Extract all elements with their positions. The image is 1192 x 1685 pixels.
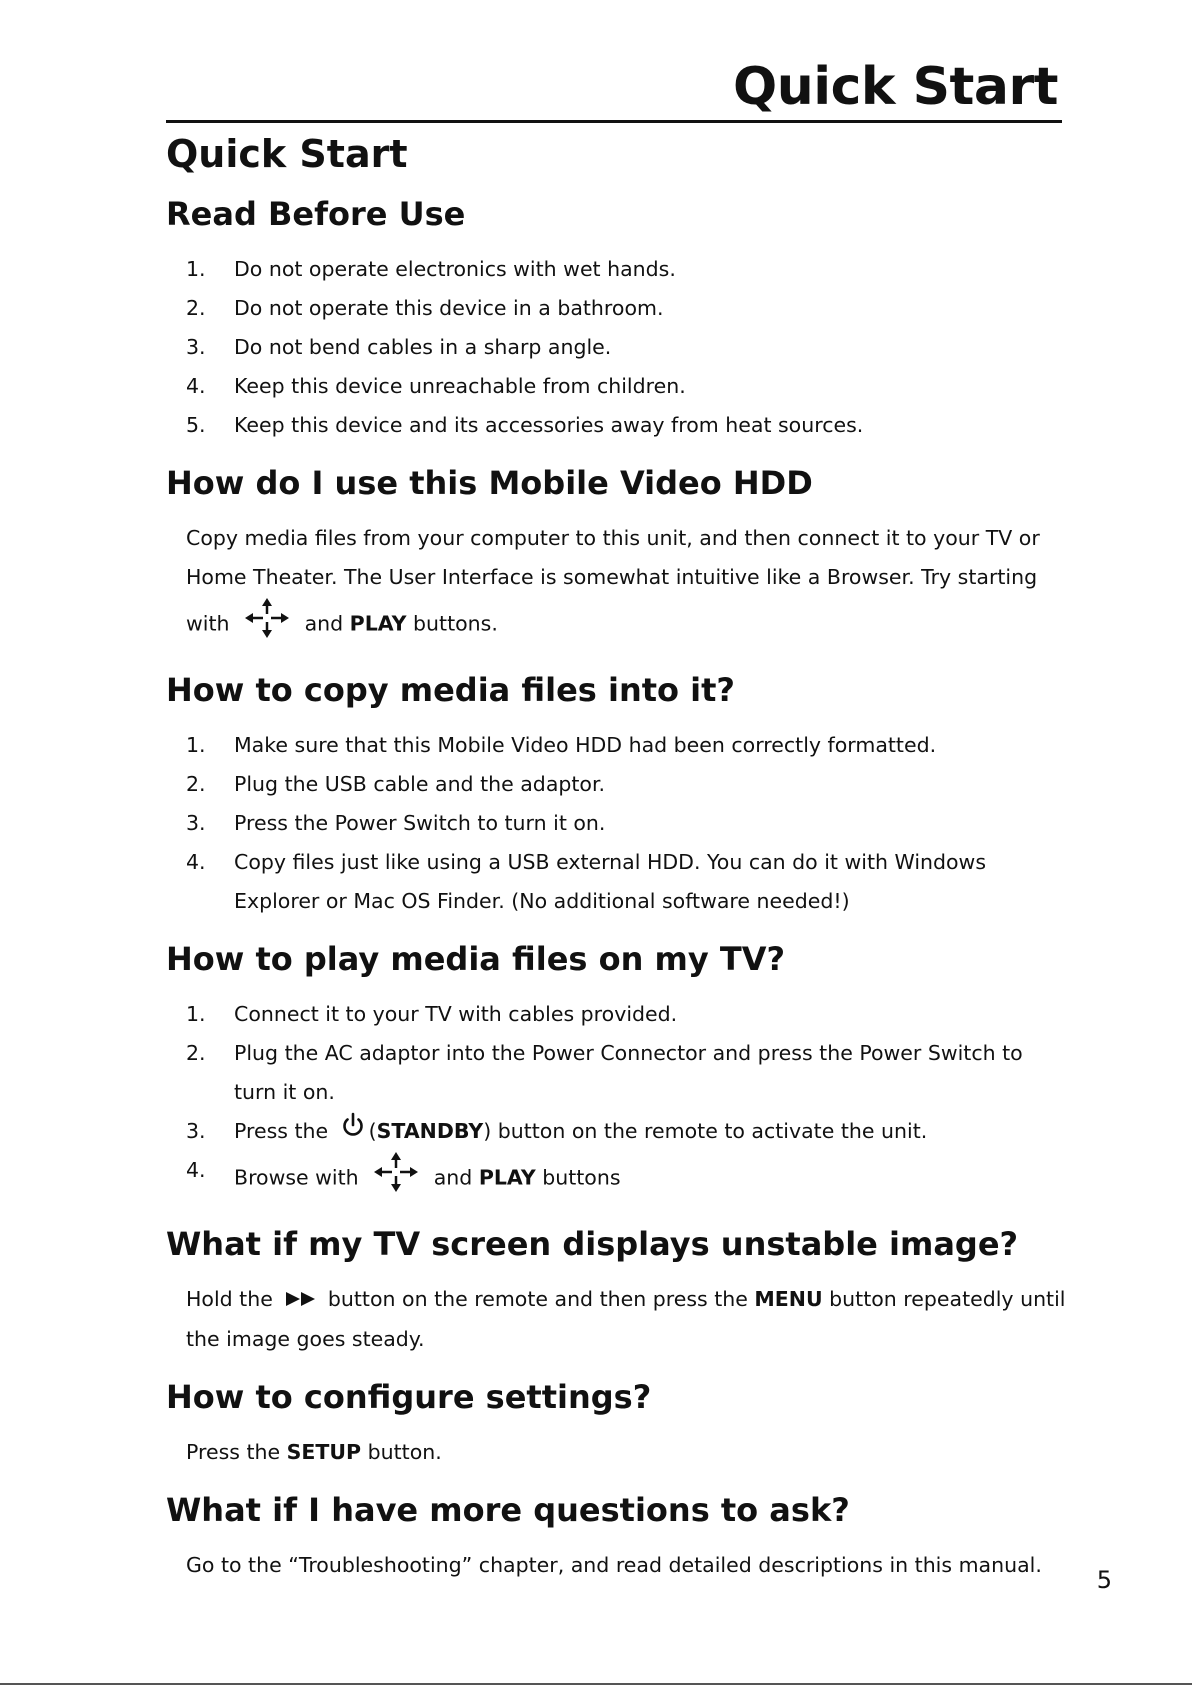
configure-text: button. bbox=[367, 1439, 442, 1464]
navigation-arrows-icon bbox=[373, 1151, 419, 1206]
configure-heading: How to configure settings? bbox=[166, 1377, 652, 1416]
list-text: Plug the AC adaptor into the Power Connector and press the Power Switch to turn it on. bbox=[234, 1040, 1023, 1104]
list-number: 1. bbox=[186, 256, 206, 281]
list-text: Plug the USB cable and the adaptor. bbox=[234, 771, 606, 796]
list-item bbox=[166, 367, 1066, 406]
list-text: Keep this device unreachable from children. bbox=[234, 373, 686, 398]
list-text: Keep this device and its accessories away from heat sources. bbox=[234, 412, 864, 437]
list-item bbox=[166, 250, 1066, 289]
list-text: ) button on the remote to activate the unit. bbox=[483, 1118, 928, 1143]
list-text: Do not operate electronics with wet hands. bbox=[234, 256, 676, 281]
fast-forward-icon bbox=[285, 1281, 317, 1320]
list-number: 1. bbox=[186, 732, 206, 757]
list-item bbox=[166, 843, 1066, 921]
list-text: Press the bbox=[234, 1118, 329, 1143]
how-to-use-text: Copy media files from your computer to this unit, and then connect it to your TV or Home Theater. The User Interface is somewhat intuitive like a Browser. Try starting with bbox=[186, 525, 1040, 636]
play-button-label: PLAY bbox=[349, 611, 407, 636]
unstable-image-text: button repeatedly until the image goes steady. bbox=[186, 1287, 1066, 1351]
list-item bbox=[166, 765, 1066, 804]
list-text: Press the Power Switch to turn it on. bbox=[234, 810, 606, 835]
list-number: 3. bbox=[186, 334, 206, 359]
list-text: Connect it to your TV with cables provided. bbox=[234, 1001, 678, 1026]
list-item bbox=[166, 995, 1066, 1034]
more-questions-heading: What if I have more questions to ask? bbox=[166, 1490, 850, 1529]
navigation-arrows-icon bbox=[244, 597, 290, 652]
list-item bbox=[166, 328, 1066, 367]
unstable-image-heading: What if my TV screen displays unstable image? bbox=[166, 1225, 1019, 1264]
list-item bbox=[166, 726, 1066, 765]
configure-paragraph bbox=[186, 1433, 1066, 1472]
more-questions-paragraph: Go to the “Troubleshooting” chapter, and read detailed descriptions in this manual. bbox=[186, 1552, 1042, 1577]
list-text: and bbox=[433, 1165, 473, 1190]
menu-button-label: MENU bbox=[754, 1287, 823, 1312]
read-before-use-heading: Read Before Use bbox=[166, 194, 466, 233]
list-number: 2. bbox=[186, 1040, 206, 1065]
list-number: 4. bbox=[186, 373, 206, 398]
list-number: 1. bbox=[186, 1001, 206, 1026]
page-header-title: Quick Start bbox=[733, 57, 1058, 117]
page-number: 5 bbox=[1096, 1566, 1112, 1594]
how-to-copy-list bbox=[166, 726, 1066, 921]
list-number: 4. bbox=[186, 849, 206, 874]
play-button-label: PLAY bbox=[478, 1165, 536, 1190]
header-rule bbox=[166, 120, 1062, 123]
how-to-use-buttons-text: buttons. bbox=[413, 611, 498, 636]
section-title: Quick Start bbox=[166, 132, 408, 176]
list-number: 2. bbox=[186, 295, 206, 320]
list-number: 2. bbox=[186, 771, 206, 796]
list-text: Do not bend cables in a sharp angle. bbox=[234, 334, 612, 359]
how-to-copy-heading: How to copy media files into it? bbox=[166, 670, 735, 709]
how-to-play-list bbox=[166, 995, 1066, 1207]
unstable-image-paragraph bbox=[186, 1280, 1066, 1359]
list-item bbox=[166, 804, 1066, 843]
list-item bbox=[166, 406, 1066, 445]
list-item bbox=[166, 1034, 1066, 1112]
list-text: Do not operate this device in a bathroom. bbox=[234, 295, 664, 320]
list-number: 5. bbox=[186, 412, 206, 437]
list-text: buttons bbox=[542, 1165, 621, 1190]
list-number: 3. bbox=[186, 810, 206, 835]
how-to-use-heading: How do I use this Mobile Video HDD bbox=[166, 463, 813, 502]
list-number: 4. bbox=[186, 1158, 206, 1183]
how-to-play-heading: How to play media files on my TV? bbox=[166, 939, 786, 978]
standby-button-label: STANDBY bbox=[376, 1118, 484, 1143]
list-number: 3. bbox=[186, 1118, 206, 1143]
unstable-image-text: button on the remote and then press the bbox=[327, 1287, 748, 1312]
list-item bbox=[166, 1151, 1066, 1206]
how-to-use-paragraph bbox=[186, 519, 1066, 652]
standby-open-paren: ( bbox=[368, 1118, 377, 1143]
configure-text: Press the bbox=[186, 1439, 281, 1464]
list-text: Make sure that this Mobile Video HDD had been correctly formatted. bbox=[234, 732, 937, 757]
how-to-use-and: and bbox=[304, 611, 344, 636]
setup-button-label: SETUP bbox=[286, 1439, 362, 1464]
power-standby-icon bbox=[341, 1112, 365, 1151]
read-before-use-list bbox=[166, 250, 1066, 445]
list-text: Browse with bbox=[234, 1165, 359, 1190]
unstable-image-text: Hold the bbox=[186, 1287, 273, 1312]
list-item bbox=[166, 1112, 1066, 1152]
list-text: Copy files just like using a USB external HDD. You can do it with Windows Explorer or Mac OS Finder. (No additional software needed!) bbox=[234, 849, 987, 913]
list-item bbox=[166, 289, 1066, 328]
document-body bbox=[166, 130, 1066, 1603]
